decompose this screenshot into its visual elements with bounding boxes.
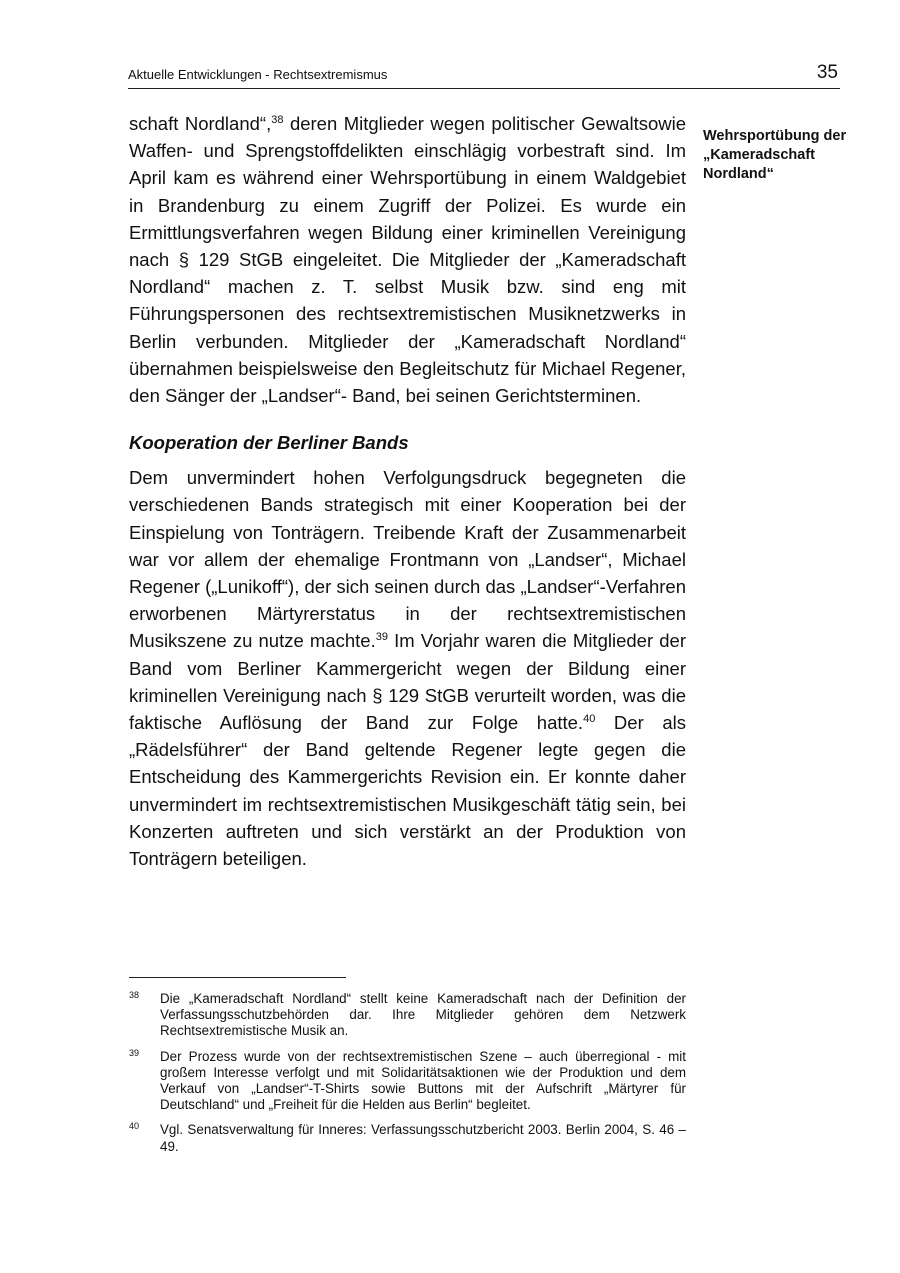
footnote [129,1049,686,1114]
footnote-reference: 39 [375,631,388,644]
header-title: Aktuelle Entwicklungen - Rechtsextremismus [128,67,388,82]
running-header [128,62,840,89]
footnote [129,1122,686,1154]
footnote-text: Vgl. Senatsverwaltung für Inneres: Verfassungsschutzbericht 2003. Berlin 2004, S. 46 – 49. [160,1122,686,1154]
margin-note-line: Wehrsportübung der [703,128,847,144]
footnotes [129,991,686,1164]
margin-note-line: Nordland“ [703,166,774,182]
margin-note-line: „Kameradschaft [703,147,816,163]
footnote-text: Der Prozess wurde von der rechtsextremistischen Szene – auch überregional - mit großem Interesse verfolgt und mit Solidaritätsaktionen wie der Produktion und dem Verkauf von „Landser“-T-Shirts sowie Buttons mit der Aufschrift „Märtyrer für Deutschland“ und „Freiheit für die Helden aus Berlin“ begleitet. [160,1048,686,1113]
footnote-number: 38 [129,990,140,1000]
main-text [129,110,686,872]
paragraph-text: Der als „Rädelsführer“ der Band geltende Regener legte gegen die Entscheidung des Kammergerichts Revision ein. Er konnte daher unvermindert im rechtsextremistischen Musikgeschäft tätig sein, bei Konzerten auftreten und sich verstärkt an der Produktion von Tonträgern beteiligen. [129,712,686,870]
footnote-text: Die „Kameradschaft Nordland“ stellt keine Kameradschaft nach der Definition der Verfassungsschutzbehörden dar. Ihre Mitglieder gehören dem Netzwerk Rechtsextremistische Musik an. [160,991,686,1039]
body-paragraph [129,110,686,409]
footnote [129,991,686,1040]
section-heading: Kooperation der Berliner Bands [129,432,409,454]
paragraph-text: Dem unvermindert hohen Verfolgungsdruck begegneten die verschiedenen Bands strategisch mit einer Kooperation bei der Einspielung von Tonträgern. Treibende Kraft der Zusammenarbeit war vor allem der ehemalige Frontmann von „Landser“, Michael Regener („Lunikoff“), der sich seinen durch das „Landser“-Verfahren erworbenen Märtyrerstatus in der rechtsextremistischen Musikszene zu nutze machte. [129,467,687,652]
paragraph-text: deren Mitglieder wegen politischer Gewaltsowie Waffen- und Sprengstoffdelikten einschlägig vorbestraft sind. Im April kam es während einer Wehrsportübung in einem Waldgebiet in Brandenburg zu einem Zugriff der Polizei. Es wurde ein Ermittlungsverfahren wegen Bildung einer kriminellen Vereinigung nach § 129 StGB eingeleitet. Die Mitglieder der „Kameradschaft Nordland“ machen z. T. selbst Musik bzw. sind eng mit Führungspersonen des rechtsextremistischen Musiknetzwerks in Berlin verbunden. Mitglieder der „Kameradschaft Nordland“ übernahmen beispielsweise den Begleitschutz für Michael Regener, den Sänger der „Landser“- Band, bei seinen Gerichtsterminen. [129,113,687,407]
paragraph-text: schaft Nordland“, [129,113,272,134]
margin-note [703,127,883,184]
footnote-separator [129,977,346,978]
page-number: 35 [816,62,838,83]
footnote-number: 39 [129,1047,140,1058]
footnote-number: 40 [129,1121,140,1132]
footnote-reference: 38 [271,113,284,126]
paragraph-text: Im Vorjahr waren die Mitglieder der Band vom Berliner Kammergericht wegen der Bildung einer kriminellen Vereinigung nach § 129 StGB verurteilt worden, was die faktische Auflösung der Band zur Folge hatte. [129,630,686,734]
footnote-reference: 40 [583,712,596,725]
body-paragraph [129,464,686,872]
